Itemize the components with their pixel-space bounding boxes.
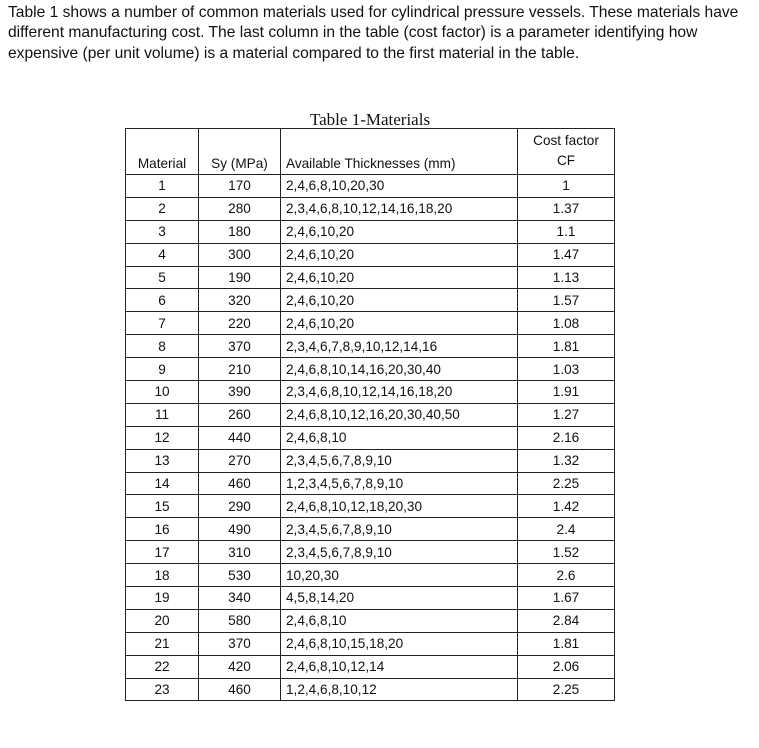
table-header-row — [126, 129, 615, 175]
cell-cost-factor: 1.47 — [518, 243, 615, 266]
cell-thicknesses: 2,4,6,8,10,20,30 — [281, 175, 518, 198]
header-material: Material — [126, 129, 199, 175]
cell-material: 3 — [126, 220, 199, 243]
cell-material: 22 — [126, 655, 199, 678]
table-row — [126, 358, 615, 381]
cell-cost-factor: 1.52 — [518, 541, 615, 564]
cell-thicknesses: 2,4,6,10,20 — [281, 220, 518, 243]
cell-yield-strength: 260 — [199, 403, 281, 426]
cell-yield-strength: 210 — [199, 358, 281, 381]
header-yield-strength: Sy (MPa) — [199, 129, 281, 175]
cell-thicknesses: 1,2,4,6,8,10,12 — [281, 678, 518, 701]
cell-cost-factor: 1.08 — [518, 312, 615, 335]
cell-cost-factor: 2.06 — [518, 655, 615, 678]
cell-material: 4 — [126, 243, 199, 266]
cell-yield-strength: 270 — [199, 449, 281, 472]
cell-thicknesses: 2,4,6,10,20 — [281, 312, 518, 335]
cell-yield-strength: 530 — [199, 564, 281, 587]
table-row — [126, 403, 615, 426]
cell-material: 14 — [126, 472, 199, 495]
table-row — [126, 426, 615, 449]
cell-thicknesses: 1,2,3,4,5,6,7,8,9,10 — [281, 472, 518, 495]
cell-thicknesses: 2,4,6,8,10,14,16,20,30,40 — [281, 358, 518, 381]
cell-yield-strength: 280 — [199, 197, 281, 220]
cell-material: 7 — [126, 312, 199, 335]
materials-table — [125, 128, 615, 701]
cell-cost-factor: 1.27 — [518, 403, 615, 426]
intro-paragraph: Table 1 shows a number of common materials used for cylindrical pressure vessels. These materials have different manufacturing cost. The last column in the table (cost factor) is a parameter identifying how expensive (per unit volume) is a material compared to the first material in the table. — [8, 4, 739, 62]
header-cost-factor-line1: Cost factor — [533, 133, 599, 148]
cell-material: 9 — [126, 358, 199, 381]
cell-yield-strength: 370 — [199, 632, 281, 655]
cell-thicknesses: 2,3,4,5,6,7,8,9,10 — [281, 449, 518, 472]
cell-material: 17 — [126, 541, 199, 564]
header-thicknesses: Available Thicknesses (mm) — [281, 129, 518, 175]
cell-thicknesses: 10,20,30 — [281, 564, 518, 587]
cell-cost-factor: 1.81 — [518, 632, 615, 655]
header-cost-factor-line2: CF — [556, 153, 576, 168]
table-caption: Table 1-Materials — [309, 110, 431, 129]
table-row — [126, 266, 615, 289]
cell-material: 18 — [126, 564, 199, 587]
cell-yield-strength: 440 — [199, 426, 281, 449]
cell-yield-strength: 390 — [199, 381, 281, 404]
cell-thicknesses: 2,4,6,8,10 — [281, 426, 518, 449]
cell-thicknesses: 2,3,4,5,6,7,8,9,10 — [281, 518, 518, 541]
table-row — [126, 335, 615, 358]
cell-material: 5 — [126, 266, 199, 289]
cell-cost-factor: 1.91 — [518, 381, 615, 404]
cell-material: 15 — [126, 495, 199, 518]
cell-thicknesses: 2,3,4,6,7,8,9,10,12,14,16 — [281, 335, 518, 358]
cell-yield-strength: 340 — [199, 587, 281, 610]
cell-material: 8 — [126, 335, 199, 358]
cell-material: 1 — [126, 175, 199, 198]
table-row — [126, 381, 615, 404]
cell-cost-factor: 1.57 — [518, 289, 615, 312]
header-cost-factor — [518, 129, 615, 175]
cell-thicknesses: 2,3,4,5,6,7,8,9,10 — [281, 541, 518, 564]
table-row — [126, 564, 615, 587]
cell-yield-strength: 170 — [199, 175, 281, 198]
cell-material: 23 — [126, 678, 199, 701]
cell-yield-strength: 290 — [199, 495, 281, 518]
cell-yield-strength: 220 — [199, 312, 281, 335]
cell-yield-strength: 180 — [199, 220, 281, 243]
cell-yield-strength: 190 — [199, 266, 281, 289]
cell-yield-strength: 460 — [199, 678, 281, 701]
table-row — [126, 632, 615, 655]
cell-material: 16 — [126, 518, 199, 541]
cell-material: 12 — [126, 426, 199, 449]
cell-cost-factor: 2.4 — [518, 518, 615, 541]
table-row — [126, 243, 615, 266]
cell-thicknesses: 2,3,4,6,8,10,12,14,16,18,20 — [281, 381, 518, 404]
cell-yield-strength: 490 — [199, 518, 281, 541]
table-row — [126, 312, 615, 335]
cell-yield-strength: 580 — [199, 609, 281, 632]
cell-thicknesses: 2,4,6,8,10,15,18,20 — [281, 632, 518, 655]
table-row — [126, 655, 615, 678]
table-row — [126, 220, 615, 243]
cell-material: 11 — [126, 403, 199, 426]
cell-cost-factor: 1.03 — [518, 358, 615, 381]
cell-yield-strength: 300 — [199, 243, 281, 266]
cell-cost-factor: 1.81 — [518, 335, 615, 358]
table-body — [126, 175, 615, 701]
cell-yield-strength: 310 — [199, 541, 281, 564]
cell-material: 13 — [126, 449, 199, 472]
table-row — [126, 587, 615, 610]
cell-thicknesses: 2,4,6,10,20 — [281, 289, 518, 312]
cell-thicknesses: 2,3,4,6,8,10,12,14,16,18,20 — [281, 197, 518, 220]
cell-material: 6 — [126, 289, 199, 312]
table-row — [126, 197, 615, 220]
cell-cost-factor: 1.32 — [518, 449, 615, 472]
cell-thicknesses: 2,4,6,8,10 — [281, 609, 518, 632]
cell-cost-factor: 1.13 — [518, 266, 615, 289]
cell-cost-factor: 1 — [518, 175, 615, 198]
cell-material: 21 — [126, 632, 199, 655]
table-row — [126, 449, 615, 472]
cell-material: 20 — [126, 609, 199, 632]
cell-thicknesses: 2,4,6,8,10,12,18,20,30 — [281, 495, 518, 518]
cell-cost-factor: 2.25 — [518, 472, 615, 495]
cell-thicknesses: 2,4,6,8,10,12,14 — [281, 655, 518, 678]
cell-thicknesses: 2,4,6,8,10,12,16,20,30,40,50 — [281, 403, 518, 426]
table-row — [126, 289, 615, 312]
cell-yield-strength: 370 — [199, 335, 281, 358]
table-row — [126, 495, 615, 518]
table-row — [126, 175, 615, 198]
cell-yield-strength: 420 — [199, 655, 281, 678]
table-row — [126, 609, 615, 632]
cell-yield-strength: 320 — [199, 289, 281, 312]
cell-cost-factor: 1.37 — [518, 197, 615, 220]
cell-cost-factor: 2.6 — [518, 564, 615, 587]
table-row — [126, 472, 615, 495]
table-row — [126, 541, 615, 564]
cell-thicknesses: 4,5,8,14,20 — [281, 587, 518, 610]
cell-yield-strength: 460 — [199, 472, 281, 495]
cell-thicknesses: 2,4,6,10,20 — [281, 266, 518, 289]
cell-cost-factor: 1.1 — [518, 220, 615, 243]
cell-material: 19 — [126, 587, 199, 610]
cell-cost-factor: 2.16 — [518, 426, 615, 449]
cell-cost-factor: 1.42 — [518, 495, 615, 518]
table-row — [126, 518, 615, 541]
cell-cost-factor: 2.84 — [518, 609, 615, 632]
cell-material: 2 — [126, 197, 199, 220]
cell-material: 10 — [126, 381, 199, 404]
cell-cost-factor: 2.25 — [518, 678, 615, 701]
cell-thicknesses: 2,4,6,10,20 — [281, 243, 518, 266]
table-row — [126, 678, 615, 701]
cell-cost-factor: 1.67 — [518, 587, 615, 610]
